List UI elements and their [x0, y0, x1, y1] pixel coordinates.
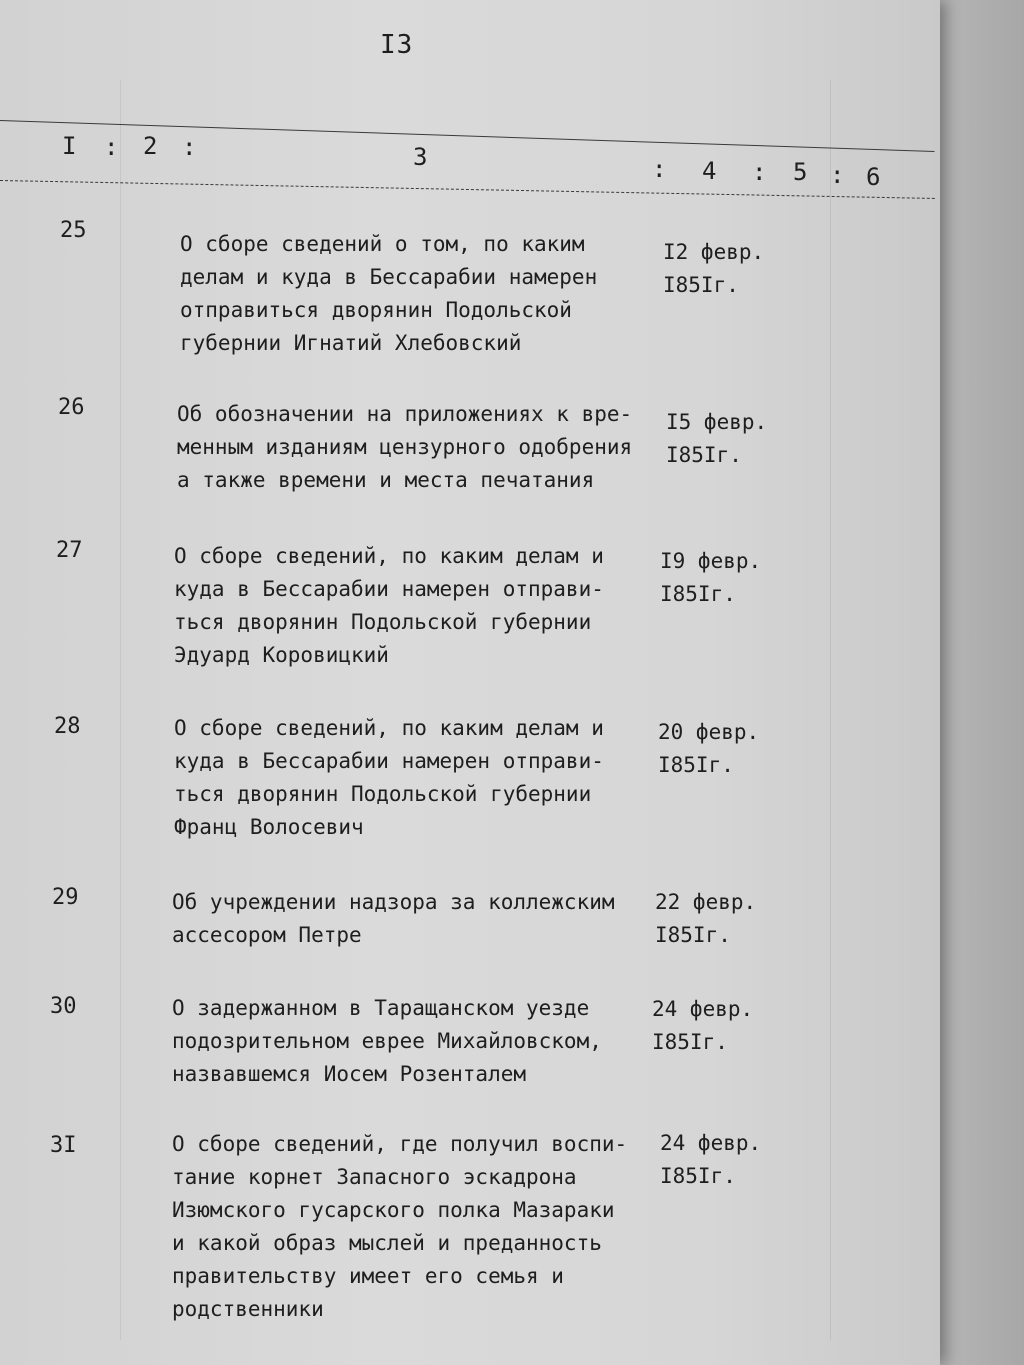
column-separator: :: [752, 158, 767, 186]
ruling-line: [120, 80, 121, 1340]
entry-number: 26: [58, 395, 85, 420]
ruling-line: [830, 80, 831, 1340]
entry-description: О задержанном в Таращанском уезде подозрительном еврее Михайловском, назвавшемся Иосем Розенталем: [172, 996, 602, 1086]
entry-number: 29: [52, 885, 79, 910]
column-header-1: I: [62, 132, 77, 160]
entry-date: I2 февр. I85Iг.: [663, 240, 765, 297]
entry-date: 24 февр. I85Iг.: [660, 1131, 762, 1188]
entry-description: Об учреждении надзора за коллежским ассесором Петре: [172, 890, 615, 947]
entry-date: 24 февр. I85Iг.: [652, 997, 754, 1054]
entry-date: 20 февр. I85Iг.: [658, 720, 760, 777]
column-separator: :: [830, 161, 845, 189]
entry-number: 3I: [50, 1133, 77, 1158]
column-header-6: 6: [866, 163, 881, 191]
entry-date: 22 февр. I85Iг.: [655, 890, 757, 947]
column-separator: :: [182, 133, 197, 161]
entry-date: I5 февр. I85Iг.: [666, 410, 768, 467]
entry-number: 28: [54, 714, 81, 739]
entry-number: 25: [60, 218, 87, 243]
page-number: I3: [380, 30, 414, 60]
entry-description: О сборе сведений, по каким делам и куда в Бессарабии намерен отправи- ться дворянин Подольской губернии Эдуард Коровицкий: [174, 544, 604, 667]
column-header-2: 2: [143, 132, 158, 160]
column-separator: :: [104, 133, 119, 161]
column-separator: :: [652, 155, 667, 183]
entry-description: О сборе сведений, где получил воспи- тание корнет Запасного эскадрона Изюмского гусарского полка Мазараки и какой образ мыслей и преданность правительству имеет его семья и родственники: [172, 1132, 628, 1321]
entry-number: 30: [50, 994, 77, 1019]
column-header-5: 5: [793, 158, 808, 186]
entry-date: I9 февр. I85Iг.: [660, 549, 762, 606]
entry-description: О сборе сведений о том, по каким делам и куда в Бессарабии намерен отправиться дворянин Подольской губернии Игнатий Хлебовский: [180, 232, 598, 355]
entry-description: О сборе сведений, по каким делам и куда в Бессарабии намерен отправи- ться дворянин Подольской губернии Франц Волосевич: [174, 716, 604, 839]
entry-description: Об обозначении на приложениях к вре- менным изданиям цензурного одобрения а также времени и места печатания: [177, 402, 633, 492]
column-header-4: 4: [702, 157, 717, 185]
header-rule-top: [0, 120, 935, 152]
column-header-3: 3: [413, 143, 428, 171]
entry-number: 27: [56, 538, 83, 563]
